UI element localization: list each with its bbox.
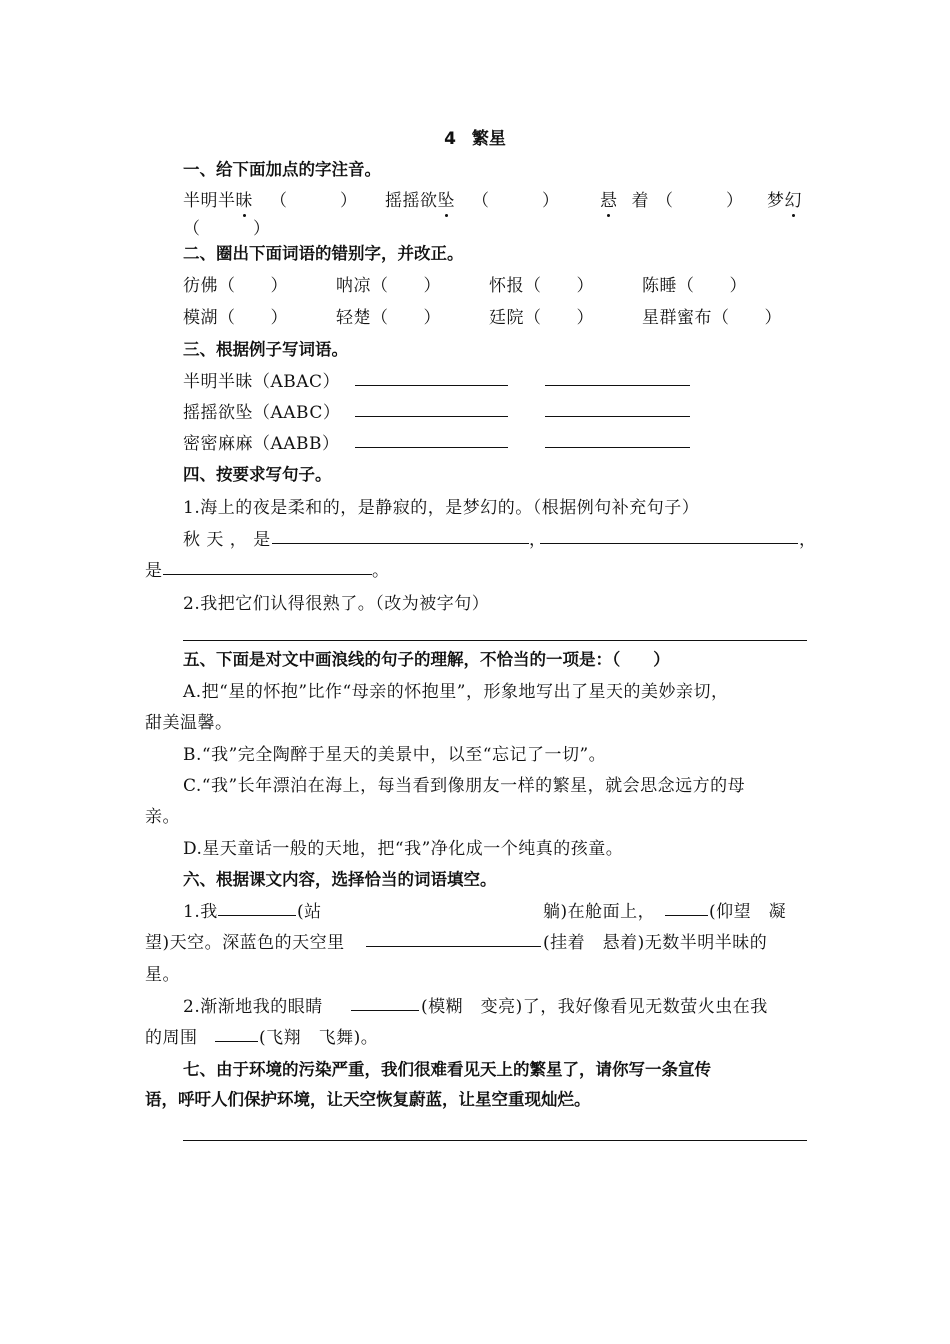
answer-line[interactable] xyxy=(545,447,690,448)
q6-2-options: (模糊 变亮)了，我好像看见无数萤火虫在我 xyxy=(421,997,768,1017)
answer-line[interactable] xyxy=(545,385,690,386)
comma: ， xyxy=(529,530,547,550)
option-b: B.“我”完全陶醉于星天的美景中，以至“忘记了一切”。 xyxy=(183,745,607,765)
typo-item-5: 模湖（ ） xyxy=(183,308,288,328)
answer-line[interactable] xyxy=(366,946,541,947)
section-7-heading: 七、由于环境的污染严重，我们很难看见天上的繁星了，请你写一条宣传 xyxy=(183,1060,711,1079)
section-2-heading: 二、圈出下面词语的错别字，并改正。 xyxy=(183,244,464,263)
answer-line[interactable] xyxy=(163,574,372,575)
period: 。 xyxy=(372,561,390,581)
typo-item-2: 呐凉（ ） xyxy=(336,276,441,296)
question-4-1-line2-start: 是 xyxy=(145,561,163,581)
answer-line[interactable] xyxy=(183,1140,807,1141)
answer-line[interactable] xyxy=(355,447,508,448)
q6-2-line2: 的周围 xyxy=(145,1028,198,1048)
q6-2-start: 2.渐渐地我的眼睛 xyxy=(183,997,323,1017)
pinyin-item-2: 摇摇欲坠 xyxy=(385,191,455,211)
answer-line[interactable] xyxy=(355,385,508,386)
q6-1-start: 1.我 xyxy=(183,902,218,922)
q6-1-options-3: (挂着 悬着)无数半明半昧的 xyxy=(543,933,768,953)
section-3-heading: 三、根据例子写词语。 xyxy=(183,340,348,359)
question-4-1: 1.海上的夜是柔和的，是静寂的，是梦幻的。（根据例句补充句子） xyxy=(183,498,700,518)
page-title xyxy=(0,124,950,149)
section-4-heading: 四、按要求写句子。 xyxy=(183,465,332,484)
comma: ， xyxy=(799,530,817,550)
pinyin-paren-2: （ ） xyxy=(472,191,560,211)
q6-1-option-b: 躺)在舱面上， xyxy=(543,902,656,922)
typo-item-8: 星群蜜布（ ） xyxy=(642,308,782,328)
answer-line[interactable] xyxy=(545,416,690,417)
lesson-title: 繁星 xyxy=(471,129,506,149)
pinyin-paren-3: （ ） xyxy=(656,191,744,211)
option-c: C.“我”长年漂泊在海上，每当看到像朋友一样的繁星，就会思念远方的母 xyxy=(183,776,746,796)
pattern-example-3: 密密麻麻（AABB） xyxy=(183,434,340,454)
section-7-heading-cont: 语，呼吁人们保护环境，让天空恢复蔚蓝，让星空重现灿烂。 xyxy=(145,1090,591,1109)
section-1-heading: 一、给下面加点的字注音。 xyxy=(183,160,381,179)
question-4-1-start: 秋 天 ， 是 xyxy=(183,530,271,550)
pinyin-item-3: 悬 着 xyxy=(600,191,649,211)
typo-item-6: 轻楚（ ） xyxy=(336,308,441,328)
option-a: A.把“星的怀抱”比作“母亲的怀抱里”，形象地写出了星天的美妙亲切， xyxy=(183,682,729,702)
pinyin-item-1: 半明半昧 xyxy=(183,191,253,211)
pattern-example-2: 摇摇欲坠（AABC） xyxy=(183,403,341,423)
pinyin-item-4: 梦幻 xyxy=(767,191,802,211)
q6-1-line2: 望)天空。深蓝色的天空里 xyxy=(145,933,345,953)
answer-line[interactable] xyxy=(355,416,508,417)
typo-item-4: 陈睡（ ） xyxy=(642,276,747,296)
answer-line[interactable] xyxy=(218,915,296,916)
option-c-cont: 亲。 xyxy=(145,807,180,827)
lesson-number: 4 xyxy=(444,129,456,149)
question-4-2: 2.我把它们认得很熟了。（改为被字句） xyxy=(183,594,490,614)
section-5-heading: 五、下面是对文中画浪线的句子的理解，不恰当的一项是：（ ） xyxy=(183,650,670,669)
typo-item-1: 彷佛（ ） xyxy=(183,276,288,296)
answer-line[interactable] xyxy=(272,543,529,544)
typo-item-3: 怀报（ ） xyxy=(489,276,594,296)
option-a-cont: 甜美温馨。 xyxy=(145,713,233,733)
q6-1-option-a: (站 xyxy=(297,902,322,922)
q6-2-options-2: (飞翔 飞舞)。 xyxy=(259,1028,379,1048)
section-6-heading: 六、根据课文内容，选择恰当的词语填空。 xyxy=(183,870,497,889)
typo-item-7: 廷院（ ） xyxy=(489,308,594,328)
answer-line[interactable] xyxy=(540,543,798,544)
q6-1-line3: 星。 xyxy=(145,965,180,985)
option-d: D.星天童话一般的天地，把“我”净化成一个纯真的孩童。 xyxy=(183,839,624,859)
pattern-example-1: 半明半昧（ABAC） xyxy=(183,372,341,392)
pinyin-paren-4: （ ） xyxy=(183,219,271,239)
answer-line[interactable] xyxy=(215,1041,258,1042)
answer-line[interactable] xyxy=(665,915,708,916)
answer-line[interactable] xyxy=(351,1010,419,1011)
answer-line[interactable] xyxy=(183,640,807,641)
pinyin-paren-1: （ ） xyxy=(270,191,358,211)
q6-1-options-2: (仰望 凝 xyxy=(709,902,787,922)
